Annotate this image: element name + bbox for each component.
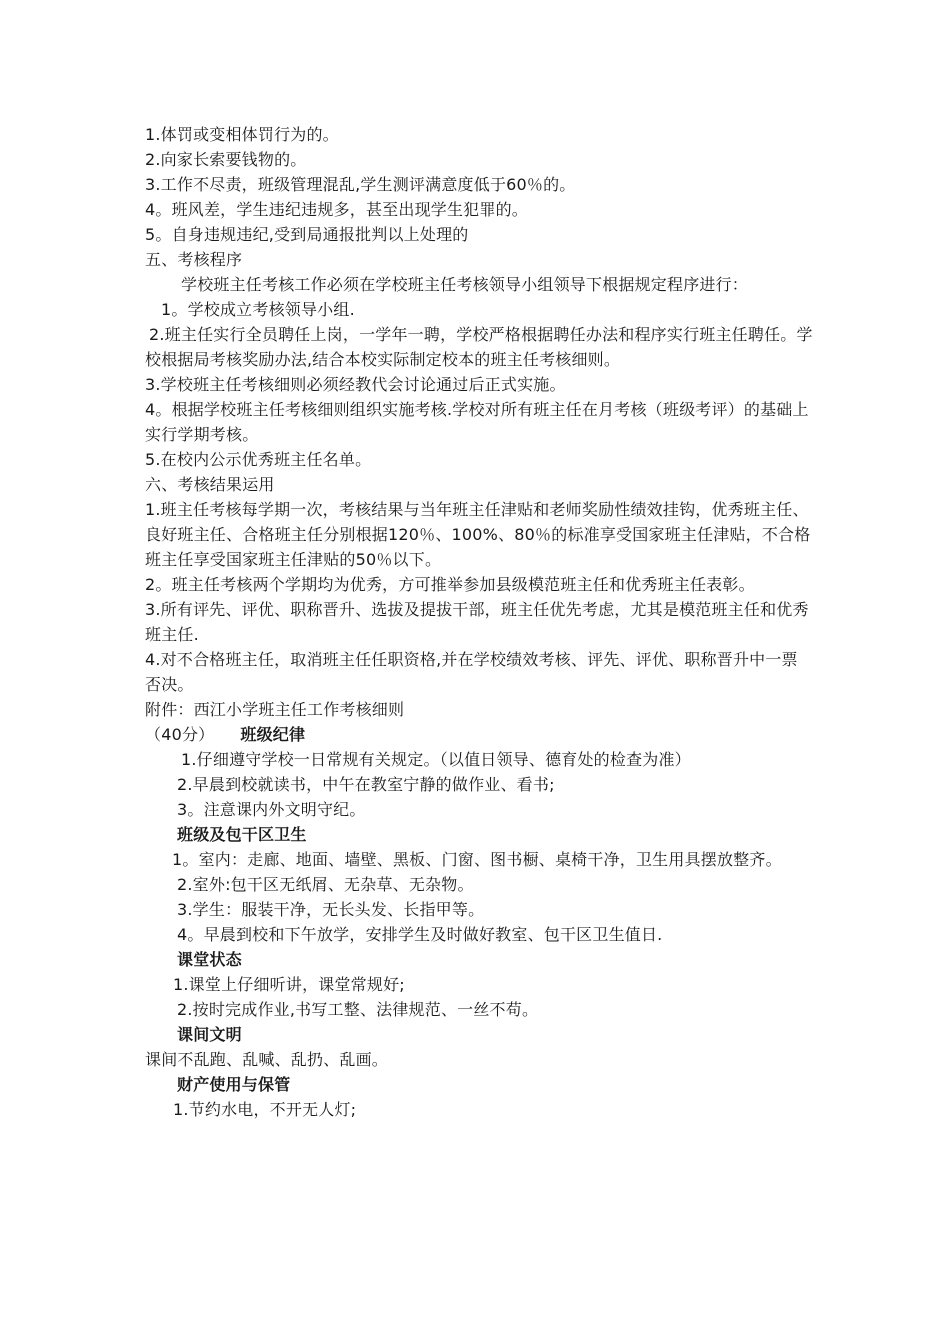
paragraph: 1.班主任考核每学期一次，考核结果与当年班主任津贴和老师奖励性绩效挂钩，优秀班主任、良好班主任、合格班主任分别根据120％、100%、80％的标准享受国家班主任津贴，不合格班主任享受国家班主任津贴的50％以下。 bbox=[145, 500, 811, 569]
paragraph: 3.工作不尽责，班级管理混乱,学生测评满意度低于60％的。 bbox=[145, 175, 576, 194]
rule-item: 1。室内：走廊、地面、墙壁、黑板、门窗、图书橱、桌椅干净，卫生用具摆放整齐。 bbox=[172, 850, 782, 869]
rule-item: 2.室外:包干区无纸屑、无杂草、无杂物。 bbox=[177, 875, 474, 894]
paragraph: 4。班风差，学生违纪违规多，甚至出现学生犯罪的。 bbox=[145, 200, 528, 219]
score-line bbox=[145, 722, 813, 747]
rule-item: 1.仔细遵守学校一日常规有关规定。（以值日领导、德育处的检查为准） bbox=[181, 750, 691, 769]
rule-item: 1.课堂上仔细听讲，课堂常规好; bbox=[173, 975, 405, 994]
rule-item: 课间不乱跑、乱喊、乱扔、乱画。 bbox=[145, 1050, 389, 1069]
paragraph: 2.向家长索要钱物的。 bbox=[145, 150, 307, 169]
subsection-heading: 班级及包干区卫生 bbox=[177, 825, 307, 844]
attachment-title: 附件：西江小学班主任工作考核细则 bbox=[145, 700, 405, 719]
paragraph: 3.所有评先、评优、职称晋升、选拔及提拔干部，班主任优先考虑，尤其是模范班主任和优秀班主任. bbox=[145, 600, 809, 644]
subsection-heading: 财产使用与保管 bbox=[177, 1075, 291, 1094]
paragraph: 4。根据学校班主任考核细则组织实施考核.学校对所有班主任在月考核（班级考评）的基础上实行学期考核。 bbox=[145, 400, 809, 444]
paragraph: 3.学校班主任考核细则必须经教代会讨论通过后正式实施。 bbox=[145, 375, 566, 394]
rule-item: 3.学生：服装干净，无长头发、长指甲等。 bbox=[177, 900, 485, 919]
rule-item: 4。早晨到校和下午放学，安排学生及时做好教室、包干区卫生值日. bbox=[177, 925, 663, 944]
paragraph: 2。班主任考核两个学期均为优秀，方可推举参加县级模范班主任和优秀班主任表彰。 bbox=[145, 575, 755, 594]
paragraph: 1.体罚或变相体罚行为的。 bbox=[145, 125, 339, 144]
subsection-heading: 课间文明 bbox=[177, 1025, 242, 1044]
section-heading: 五、考核程序 bbox=[145, 250, 243, 269]
rule-item: 3。注意课内外文明守纪。 bbox=[177, 800, 366, 819]
paragraph: 学校班主任考核工作必须在学校班主任考核领导小组领导下根据规定程序进行： bbox=[181, 275, 749, 294]
section-heading: 六、考核结果运用 bbox=[145, 475, 275, 494]
rule-item: 1.节约水电，不开无人灯; bbox=[173, 1100, 357, 1119]
paragraph: 4.对不合格班主任，取消班主任任职资格,并在学校绩效考核、评先、评优、职称晋升中一票否决。 bbox=[145, 650, 798, 694]
rule-item: 2.早晨到校就读书，中午在教室宁静的做作业、看书; bbox=[177, 775, 555, 794]
paragraph: 1。学校成立考核领导小组. bbox=[161, 300, 355, 319]
subsection-heading: 课堂状态 bbox=[177, 950, 242, 969]
paragraph: 2.班主任实行全员聘任上岗，一学年一聘，学校严格根据聘任办法和程序实行班主任聘任。学校根据局考核奖励办法,结合本校实际制定校本的班主任考核细则。 bbox=[145, 325, 813, 369]
document-body bbox=[145, 122, 813, 1122]
paragraph: 5。自身违规违纪,受到局通报批判以上处理的 bbox=[145, 225, 469, 244]
score-heading: 班级纪律 bbox=[240, 725, 306, 744]
score-prefix: （40分） bbox=[145, 725, 215, 744]
rule-item: 2.按时完成作业,书写工整、法律规范、一丝不苟。 bbox=[177, 1000, 539, 1019]
paragraph: 5.在校内公示优秀班主任名单。 bbox=[145, 450, 372, 469]
